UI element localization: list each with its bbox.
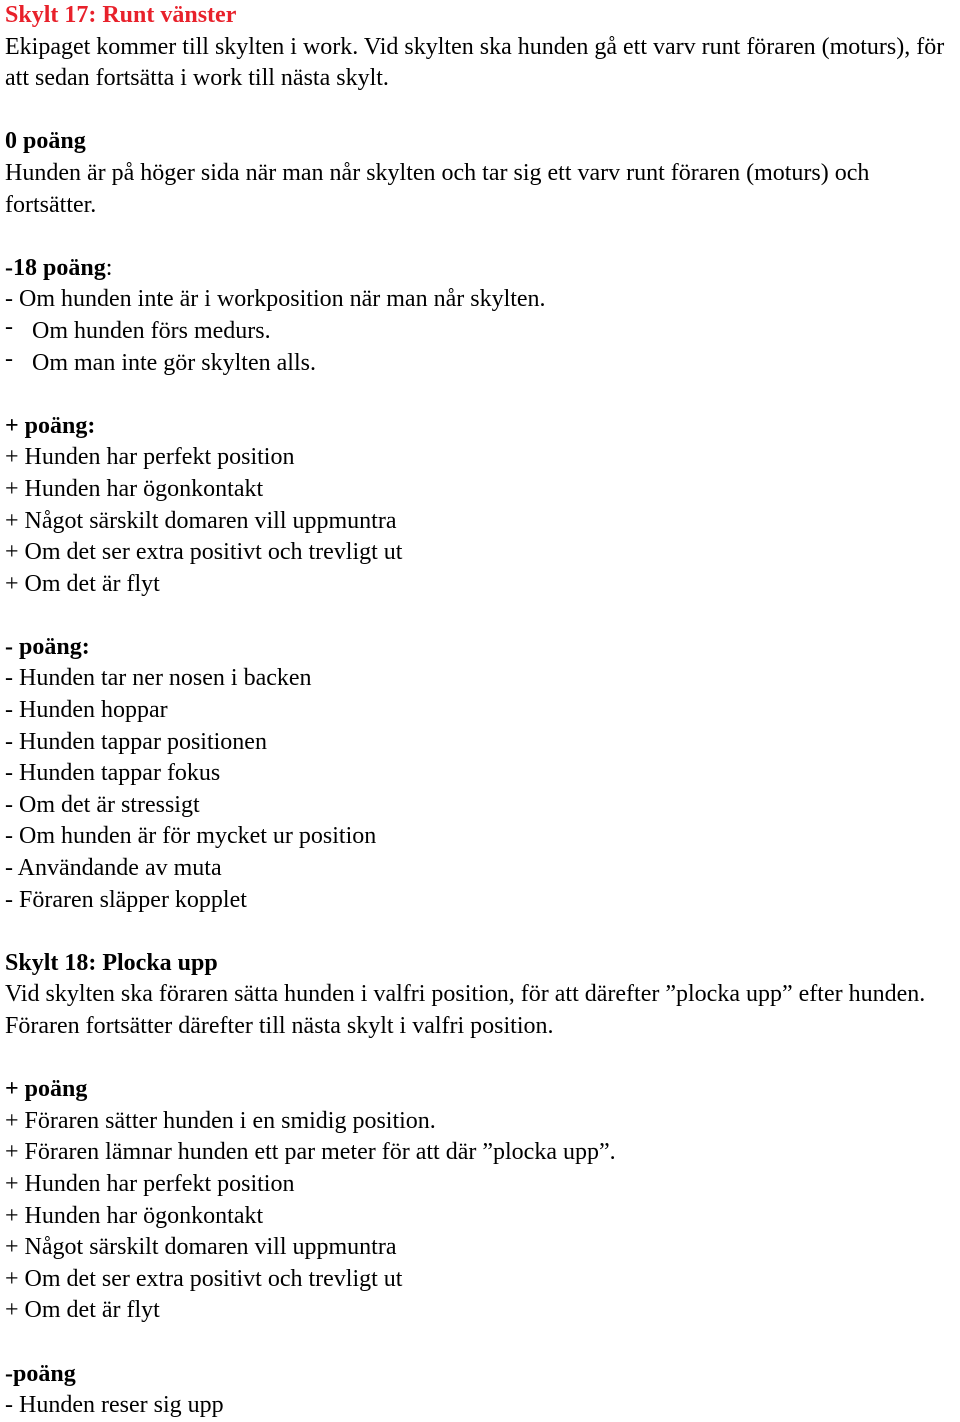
minus-list-item: - Hunden tappar positionen: [5, 728, 267, 755]
sign-18-description: Vid skylten ska föraren sätta hunden i valfri position, för att därefter ”plocka upp” efter hunden. Föraren fortsätter därefter till nästa skylt i valfri position.: [5, 981, 926, 1039]
plus-list-item: + Föraren sätter hunden i en smidig position.: [5, 1107, 436, 1134]
plus-list-item: + Något särskilt domaren vill uppmuntra: [5, 507, 397, 534]
sign-18-title: Skylt 18: Plocka upp: [5, 949, 218, 976]
sign-17-section: [5, 0, 955, 948]
sign-17-zero-heading: 0 poäng: [5, 128, 86, 155]
plus-list-item: + Hunden har ögonkontakt: [5, 475, 264, 502]
plus-list-item: + Hunden har ögonkontakt: [5, 1202, 264, 1229]
sign-18-plus-heading: + poäng: [5, 1076, 88, 1103]
minus-list-item: - Hunden tappar fokus: [5, 760, 221, 787]
sign-17-minus18-heading: [5, 253, 955, 285]
plus-list-item: + Hunden har perfekt position: [5, 444, 295, 471]
plus-list-item: + Om det ser extra positivt och trevligt ut: [5, 1265, 403, 1292]
minus-list-item: - Hunden tar ner nosen i backen: [5, 665, 312, 692]
sign-17-description: Ekipaget kommer till skylten i work. Vid skylten ska hunden gå ett varv runt föraren (moturs), för att sedan fortsätta i work till nästa skylt.: [5, 33, 945, 92]
plus-list-item: + Föraren lämnar hunden ett par meter för att där ”plocka upp”.: [5, 1139, 616, 1166]
minus18-list-item: [5, 313, 955, 348]
minus18-heading-bold: -18 poäng: [5, 254, 106, 281]
plus-list-item: + Om det är flyt: [5, 570, 160, 597]
plus-list-item: + Om det är flyt: [5, 1297, 160, 1324]
sign-17-minus-heading: - poäng:: [5, 633, 90, 660]
dash-bullet: -: [5, 345, 13, 372]
minus-list-item: - Hunden hoppar: [5, 697, 168, 724]
minus-list-item: - Användande av muta: [5, 855, 222, 882]
minus18-first-item: - Om hunden inte är i workposition när man når skylten.: [5, 286, 546, 313]
minus-list-item: - Hunden reser sig upp: [5, 1392, 224, 1419]
dash-bullet: -: [5, 313, 13, 340]
minus-list-item: - Om det är stressigt: [5, 791, 200, 818]
list-item-text: Om hunden förs medurs.: [32, 317, 271, 344]
sign-17-zero-text: Hunden är på höger sida när man når skylten och tar sig ett varv runt föraren (moturs) och fortsätter.: [5, 159, 870, 218]
minus18-list-item: [5, 345, 955, 380]
sign-18-minus-heading: -poäng: [5, 1360, 76, 1387]
plus-list-item: + Om det ser extra positivt och trevligt ut: [5, 539, 403, 566]
plus-list-item: + Något särskilt domaren vill uppmuntra: [5, 1234, 397, 1261]
sign-17-title: Skylt 17: Runt vänster: [5, 2, 237, 28]
minus-list-item: - Föraren släpper kopplet: [5, 886, 247, 913]
minus18-heading-colon: :: [105, 254, 113, 281]
minus-list-item: - Om hunden är för mycket ur position: [5, 823, 377, 850]
list-item-text: Om man inte gör skylten alls.: [32, 349, 316, 376]
plus-list-item: + Hunden har perfekt position: [5, 1170, 295, 1197]
sign-17-plus-heading: + poäng:: [5, 412, 96, 439]
sign-18-section: [5, 948, 955, 1422]
